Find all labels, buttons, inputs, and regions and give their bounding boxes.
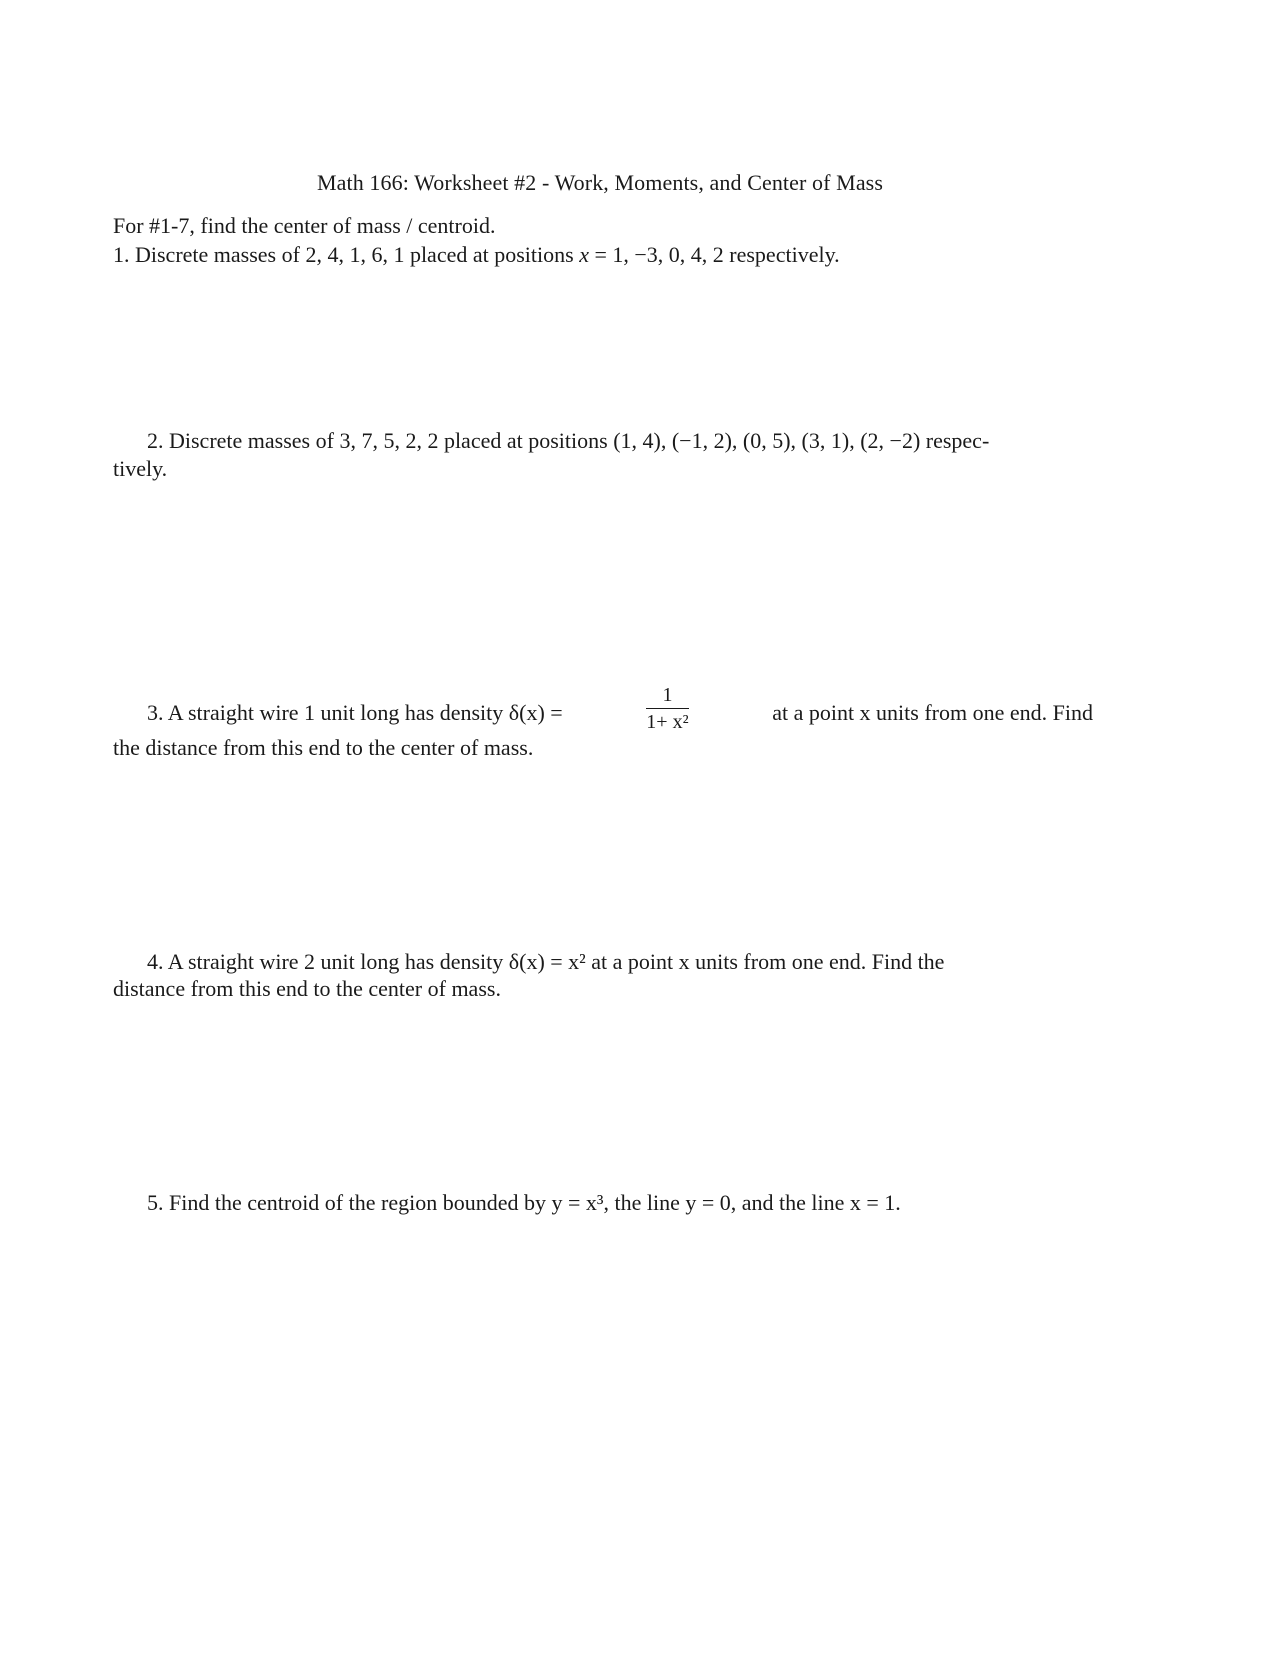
problem-1-equation: = 1, −3, 0, 4, 2 respectively. <box>588 242 840 267</box>
page-title: Math 166: Worksheet #2 - Work, Moments, and Center of Mass <box>316 170 884 195</box>
problem-4-line-1: 4. A straight wire 2 unit long has density δ(x) = x² at a point x units from one end. Find the <box>147 949 945 974</box>
problem-1-text: 1. Discrete masses of 2, 4, 1, 6, 1 placed at positions <box>113 242 580 267</box>
density-fraction <box>646 684 688 733</box>
problem-3-tail: at a point x units from one end. Find <box>772 699 1093 725</box>
problem-2-line-2: tively. <box>113 456 168 481</box>
problem-3-line-2: the distance from this end to the center of mass. <box>113 735 534 760</box>
problem-4-line-2: distance from this end to the center of mass. <box>113 976 501 1001</box>
instructions: For #1-7, find the center of mass / centroid. <box>113 213 496 238</box>
fraction-denominator: 1+ x² <box>646 711 689 733</box>
problem-1 <box>113 241 840 269</box>
problem-1-variable: x <box>579 242 589 267</box>
fraction-numerator: 1 <box>646 684 688 709</box>
problem-3-line-1 <box>147 684 1093 737</box>
problem-3-lead: 3. A straight wire 1 unit long has density δ(x) = <box>147 699 563 725</box>
problem-2-line-1: 2. Discrete masses of 3, 7, 5, 2, 2 placed at positions (1, 4), (−1, 2), (0, 5), (3, 1), (2, −2) respec- <box>147 428 990 453</box>
problem-5: 5. Find the centroid of the region bounded by y = x³, the line y = 0, and the line x = 1. <box>147 1190 901 1215</box>
